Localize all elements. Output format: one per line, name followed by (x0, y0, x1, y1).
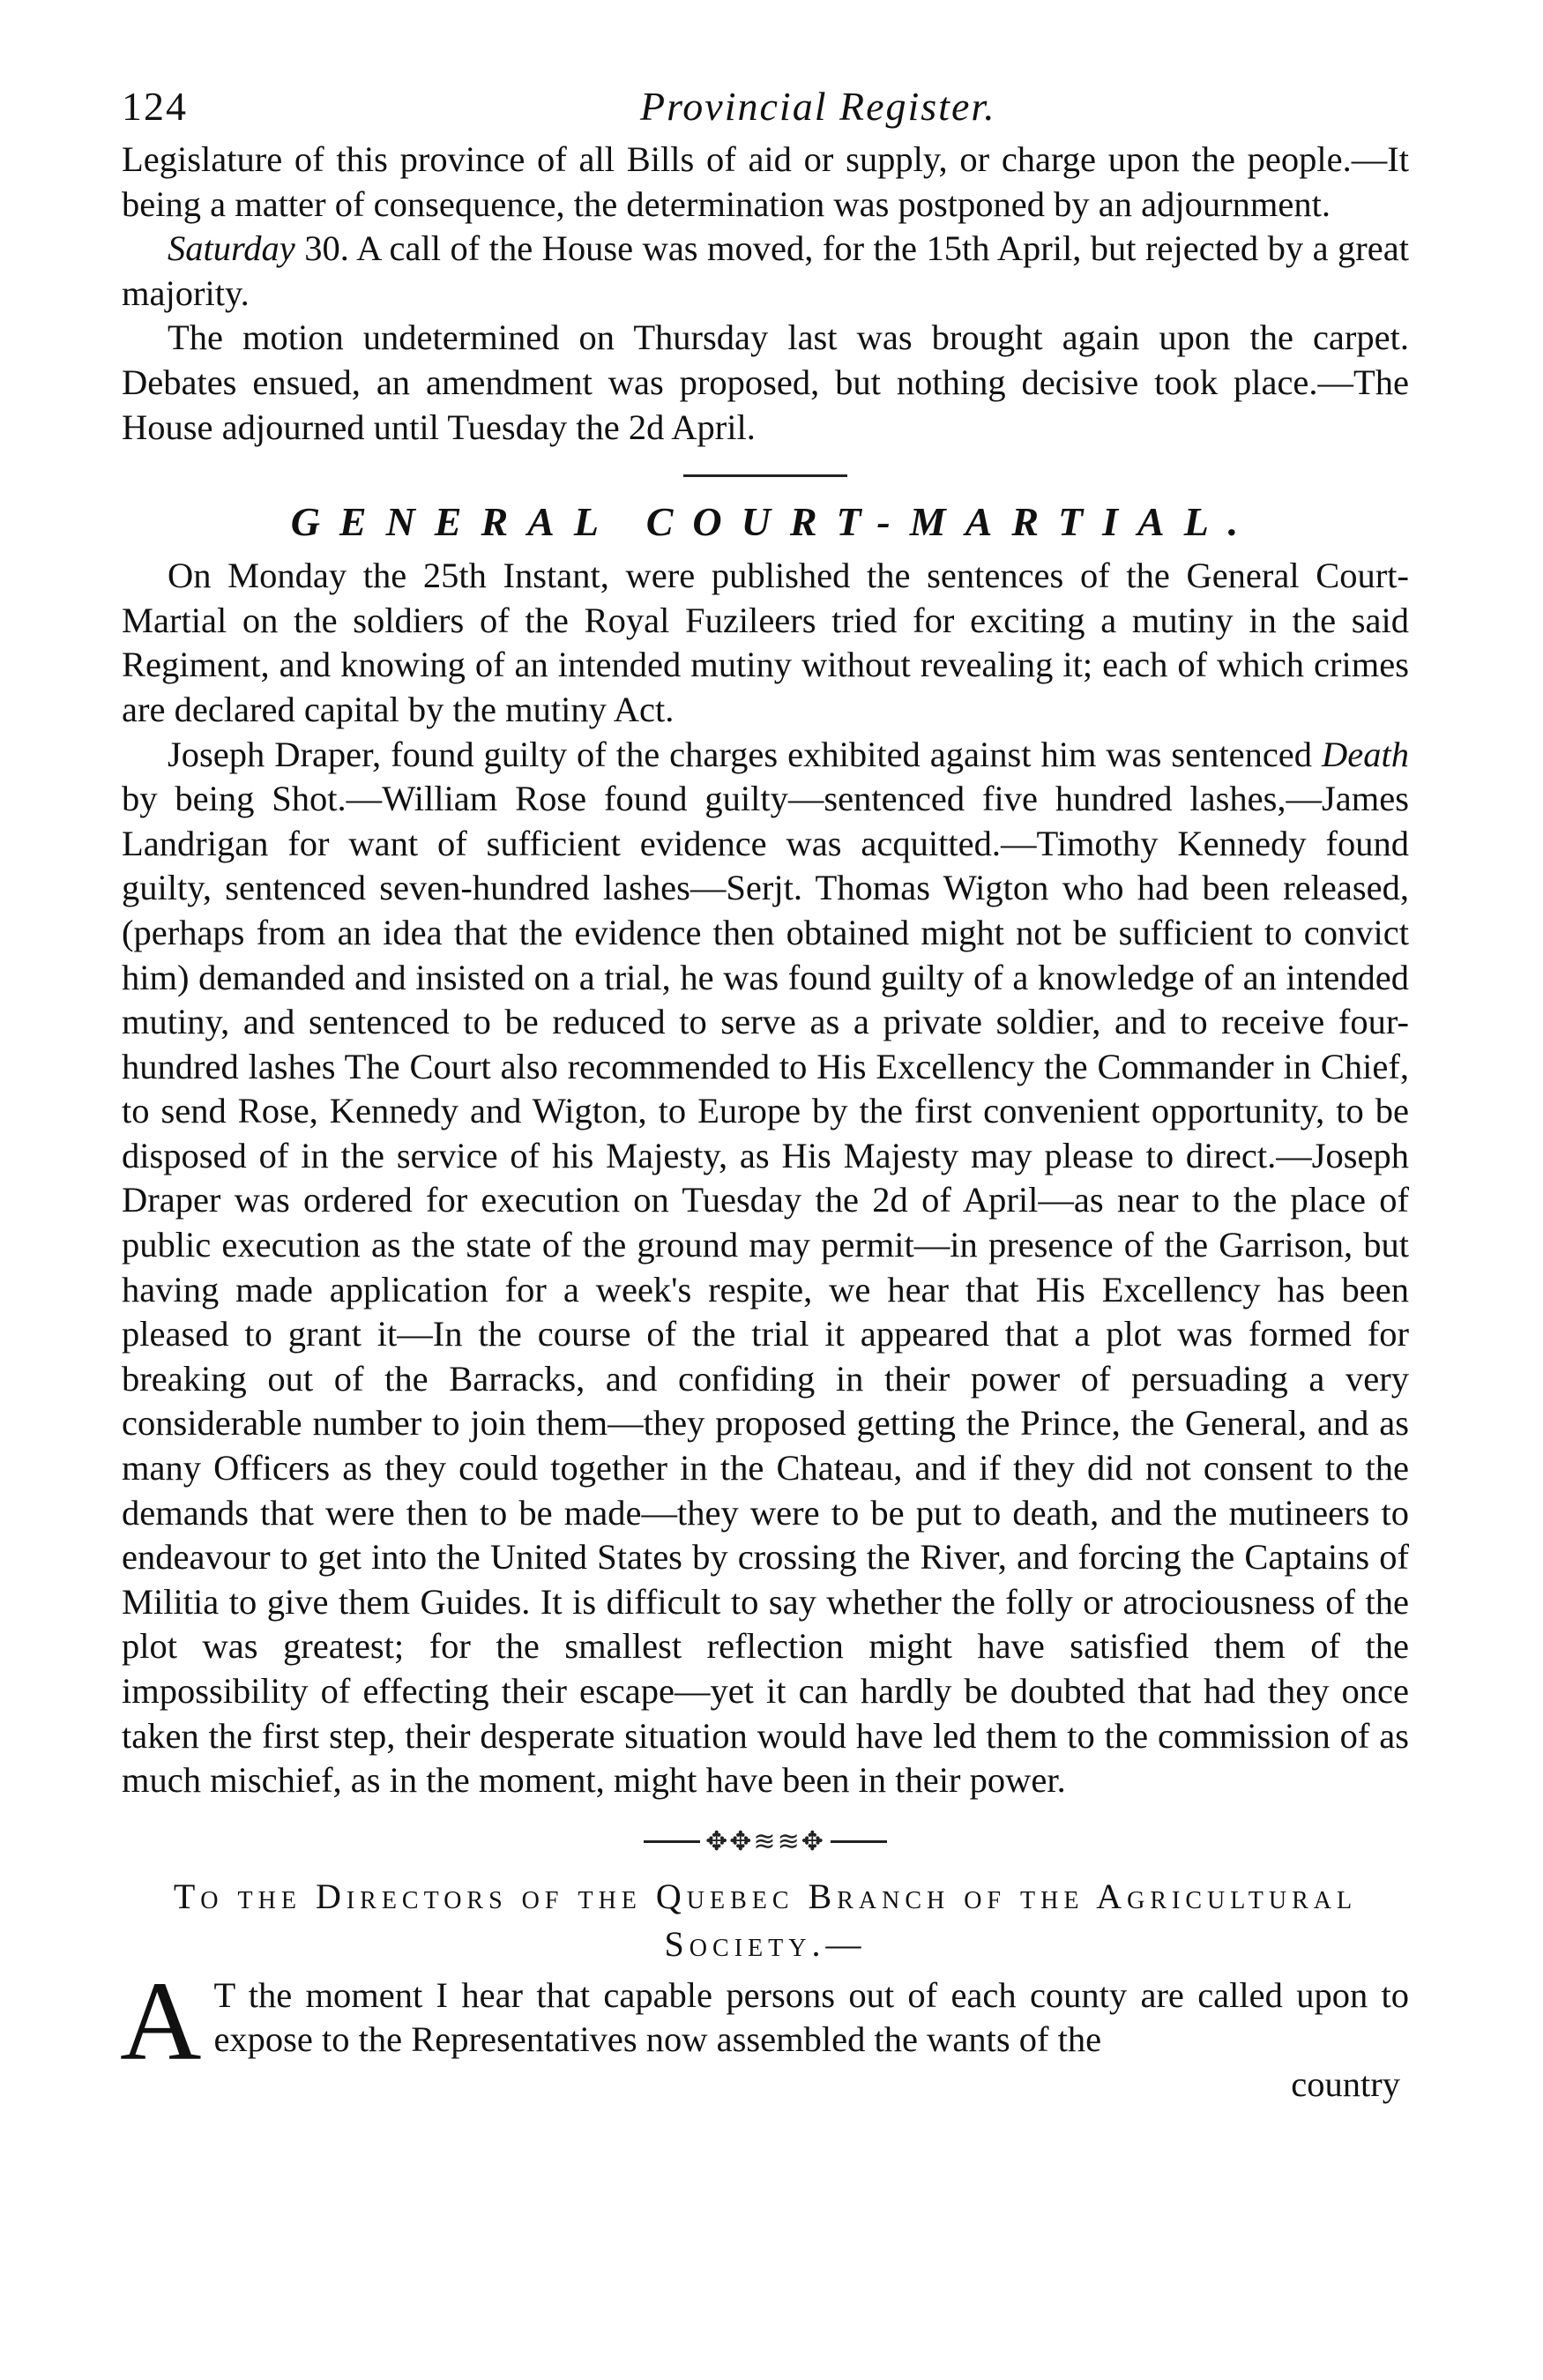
court-martial-paragraph-1: On Monday the 25th Instant, were published the sentences of the General Court-Martial on the soldiers of the Royal Fuzileers tried for exciting a mutiny in the said Regiment, and knowing of an intended mutiny without revealing it; each of which crimes are declared capital by the mutiny Act. (122, 556, 1409, 729)
page-number: 124 (122, 84, 188, 129)
session-paragraph-2: The motion undetermined on Thursday last was brought again upon the carpet. Debates ensued, an amendment was proposed, but nothing decisive took place.—The House adjourned until Tuesday the 2d April. (122, 317, 1409, 447)
drop-cap: A (120, 1958, 202, 2084)
letter-heading: To the Directors of the Quebec Branch of the Agricultural Society.— (173, 1876, 1358, 1964)
court-martial-title: GENERAL COURT-MARTIAL. (290, 499, 1258, 545)
running-title: Provincial Register. (640, 84, 996, 129)
letter-paragraph: T the moment I hear that capable persons out of each county are called upon to expose to the Representatives now assembled the wants of the (213, 1974, 1409, 2060)
saturday-lead: Saturday (168, 228, 295, 269)
ornament-icon: ✥✥≋≋✥ (705, 1826, 825, 1856)
section-divider (683, 474, 847, 477)
session-paragraph-saturday (122, 227, 1409, 316)
ornament-right-line (831, 1840, 887, 1843)
para2-rest: by being Shot.—William Rose found guilty—sentenced five hundred lashes,—James Landrigan for want of sufficient evidence was acquitted.—Timothy Kennedy found guilty, sentenced seven-hundred lashes—Serjt. Thomas Wigton who had been released, (perhaps from an idea that the evidence then obtained might not be sufficient to convict him) demanded and insisted on a trial, he was found guilty of a knowledge of an intended mutiny, and sentenced to be reduced to serve as a private soldier, and to receive four-hundred lashes The Court also recommended to His Excellency the Commander in Chief, to send Rose, Kennedy and Wigton, to Europe by the first convenient opportunity, to be disposed of in the service of his Majesty, as His Majesty may please to direct.—Joseph Draper was ordered for execution on Tuesday the 2d of April—as near to the place of public execution as the state of the ground may permit—in presence of the Garrison, but having made application for a week's respite, we hear that His Excellency has been pleased to grant it—In the course of the trial it appeared that a plot was formed for breaking out of the Barracks, and confiding in their power of persuading a very considerable number to join them—they proposed getting the Prince, the General, and as many Officers as they could together in the Chateau, and if they did not consent to the demands that were then to be made—they were to be put to death, and the mutineers to endeavour to get into the United States by crossing the River, and forcing the Captains of Militia to give them Guides. It is difficult to say whether the folly or atrociousness of the plot was greatest; for the smallest reflection might have satisfied them of the impossibility of effecting their escape—yet it can hardly be doubted that had they once taken the first step, their desperate situation would have led them to the commission of as much mischief, as in the moment, might have been in their power. (122, 779, 1409, 1801)
court-martial-paragraph-2 (122, 733, 1409, 1803)
text-column (122, 79, 1409, 2107)
session-paragraph-1: Legislature of this province of all Bills of aid or supply, or charge upon the people.—It being a matter of consequence, the determination was postponed by an adjournment. (122, 139, 1409, 224)
para2-death: Death (1322, 734, 1409, 774)
ornament-divider (122, 1826, 1409, 1857)
para2-start: Joseph Draper, found guilty of the charges exhibited against him was sentenced (168, 734, 1323, 774)
ornament-left-line (644, 1840, 700, 1843)
saturday-text: 30. A call of the House was moved, for the 15th April, but rejected by a great majority. (122, 228, 1409, 313)
page-header (122, 79, 1409, 138)
catchword: country (1291, 2063, 1400, 2104)
